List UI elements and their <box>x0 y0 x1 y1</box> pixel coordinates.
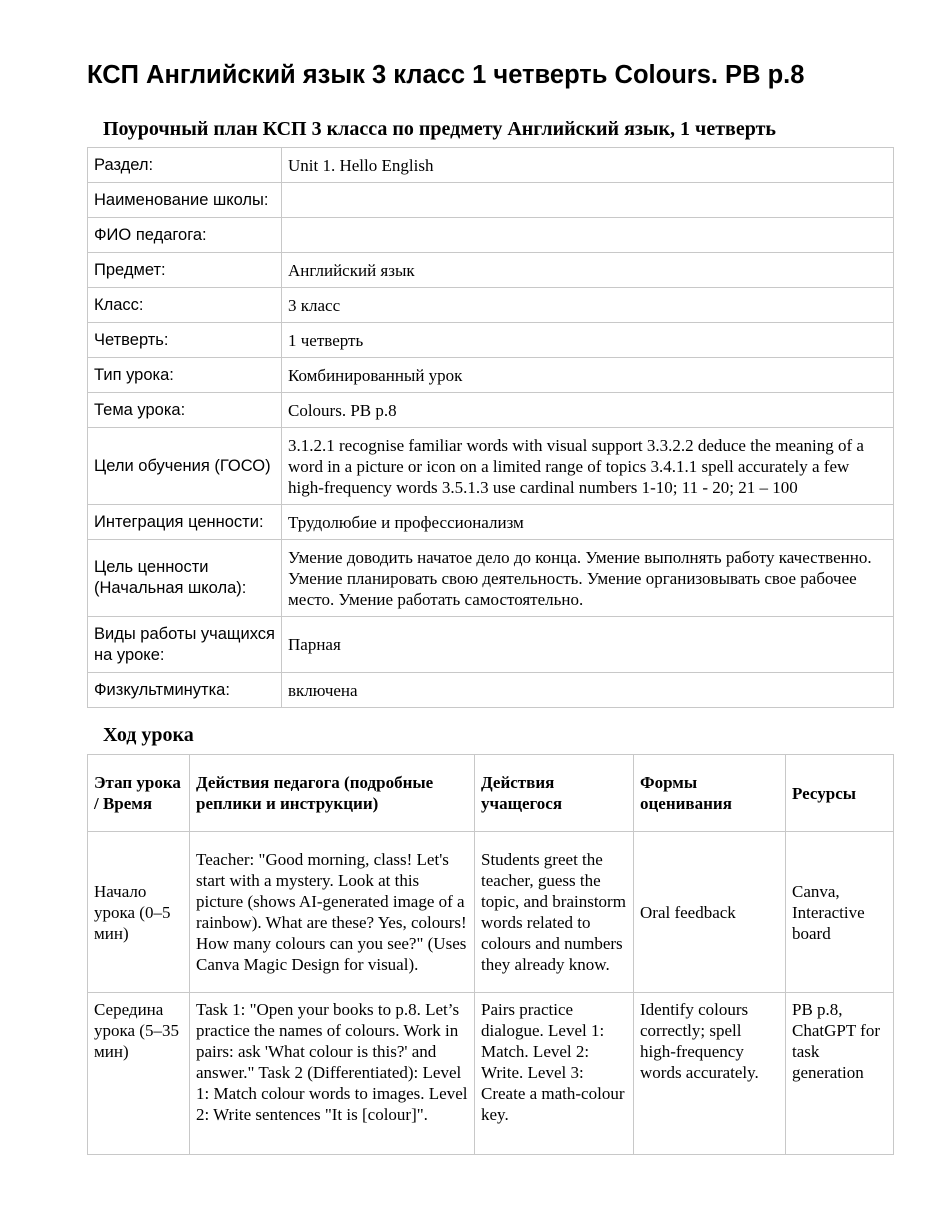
column-header-resources: Ресурсы <box>786 755 894 832</box>
info-label: Интеграция ценности: <box>88 505 282 540</box>
info-row <box>88 288 894 323</box>
info-value <box>282 218 894 253</box>
lesson-info-table <box>87 147 894 708</box>
column-header-student-actions: Действия учащегося <box>475 755 634 832</box>
info-row <box>88 148 894 183</box>
assessment-cell: Oral feedback <box>634 832 786 993</box>
info-row <box>88 428 894 505</box>
info-label: Тема урока: <box>88 393 282 428</box>
info-label: Раздел: <box>88 148 282 183</box>
info-value: Комбинированный урок <box>282 358 894 393</box>
info-row <box>88 358 894 393</box>
resources-cell: PB p.8, ChatGPT for task generation <box>786 993 894 1155</box>
info-label: Тип урока: <box>88 358 282 393</box>
lesson-course-table <box>87 754 894 1155</box>
column-header-assessment: Формы оценивания <box>634 755 786 832</box>
info-row <box>88 183 894 218</box>
info-value: 1 четверть <box>282 323 894 358</box>
student-actions-cell: Pairs practice dialogue. Level 1: Match. Level 2: Write. Level 3: Create a math-colour key. <box>475 993 634 1155</box>
info-value: Unit 1. Hello English <box>282 148 894 183</box>
document-title: КСП Английский язык 3 класс 1 четверть Colours. PB p.8 <box>87 61 805 89</box>
info-row <box>88 617 894 673</box>
student-actions-cell: Students greet the teacher, guess the topic, and brainstorm words related to colours and numbers they already know. <box>475 832 634 993</box>
resources-cell: Canva, Interactive board <box>786 832 894 993</box>
stage-cell: Середина урока (5–35 мин) <box>88 993 190 1155</box>
info-row <box>88 673 894 708</box>
teacher-actions-cell: Teacher: "Good morning, class! Let's start with a mystery. Look at this picture (shows AI-generated image of a rainbow). What are these? Yes, colours! How many colours can you see?" (Uses Canva Magic Design for visual). <box>190 832 475 993</box>
info-label: ФИО педагога: <box>88 218 282 253</box>
teacher-actions-cell: Task 1: "Open your books to p.8. Let’s practice the names of colours. Work in pairs: ask 'What colour is this?' and answer." Task 2 (Differentiated): Level 1: Match colour words to images. Level 2: Write sentences "It is [colour]". <box>190 993 475 1155</box>
table-row <box>88 832 894 993</box>
info-label: Предмет: <box>88 253 282 288</box>
info-label: Наименование школы: <box>88 183 282 218</box>
info-value: включена <box>282 673 894 708</box>
info-value <box>282 183 894 218</box>
info-row <box>88 218 894 253</box>
assessment-cell: Identify colours correctly; spell high-frequency words accurately. <box>634 993 786 1155</box>
info-row <box>88 540 894 617</box>
info-label: Виды работы учащихся на уроке: <box>88 617 282 673</box>
info-label: Класс: <box>88 288 282 323</box>
info-row <box>88 505 894 540</box>
info-value: Трудолюбие и профессионализм <box>282 505 894 540</box>
info-label: Физкультминутка: <box>88 673 282 708</box>
table-header-row <box>88 755 894 832</box>
column-header-stage: Этап урока / Время <box>88 755 190 832</box>
info-value: 3 класс <box>282 288 894 323</box>
info-value: Английский язык <box>282 253 894 288</box>
info-label: Цель ценности (Начальная школа): <box>88 540 282 617</box>
info-label: Цели обучения (ГОСО) <box>88 428 282 505</box>
info-row <box>88 253 894 288</box>
info-value: Парная <box>282 617 894 673</box>
plan-heading: Поурочный план КСП 3 класса по предмету Английский язык, 1 четверть <box>103 118 776 140</box>
info-row <box>88 323 894 358</box>
course-heading: Ход урока <box>103 724 194 746</box>
info-row <box>88 393 894 428</box>
info-value: 3.1.2.1 recognise familiar words with visual support 3.3.2.2 deduce the meaning of a word in a picture or icon on a limited range of topics 3.4.1.1 spell accurately a few high-frequency words 3.5.1.3 use cardinal numbers 1-10; 11 - 20; 21 – 100 <box>282 428 894 505</box>
info-value: Colours. PB p.8 <box>282 393 894 428</box>
info-value: Умение доводить начатое дело до конца. Умение выполнять работу качественно. Умение планировать свою деятельность. Умение организовывать свое рабочее место. Умение работать самостоятельно. <box>282 540 894 617</box>
column-header-teacher-actions: Действия педагога (подробные реплики и инструкции) <box>190 755 475 832</box>
stage-cell: Начало урока (0–5 мин) <box>88 832 190 993</box>
info-label: Четверть: <box>88 323 282 358</box>
table-row <box>88 993 894 1155</box>
